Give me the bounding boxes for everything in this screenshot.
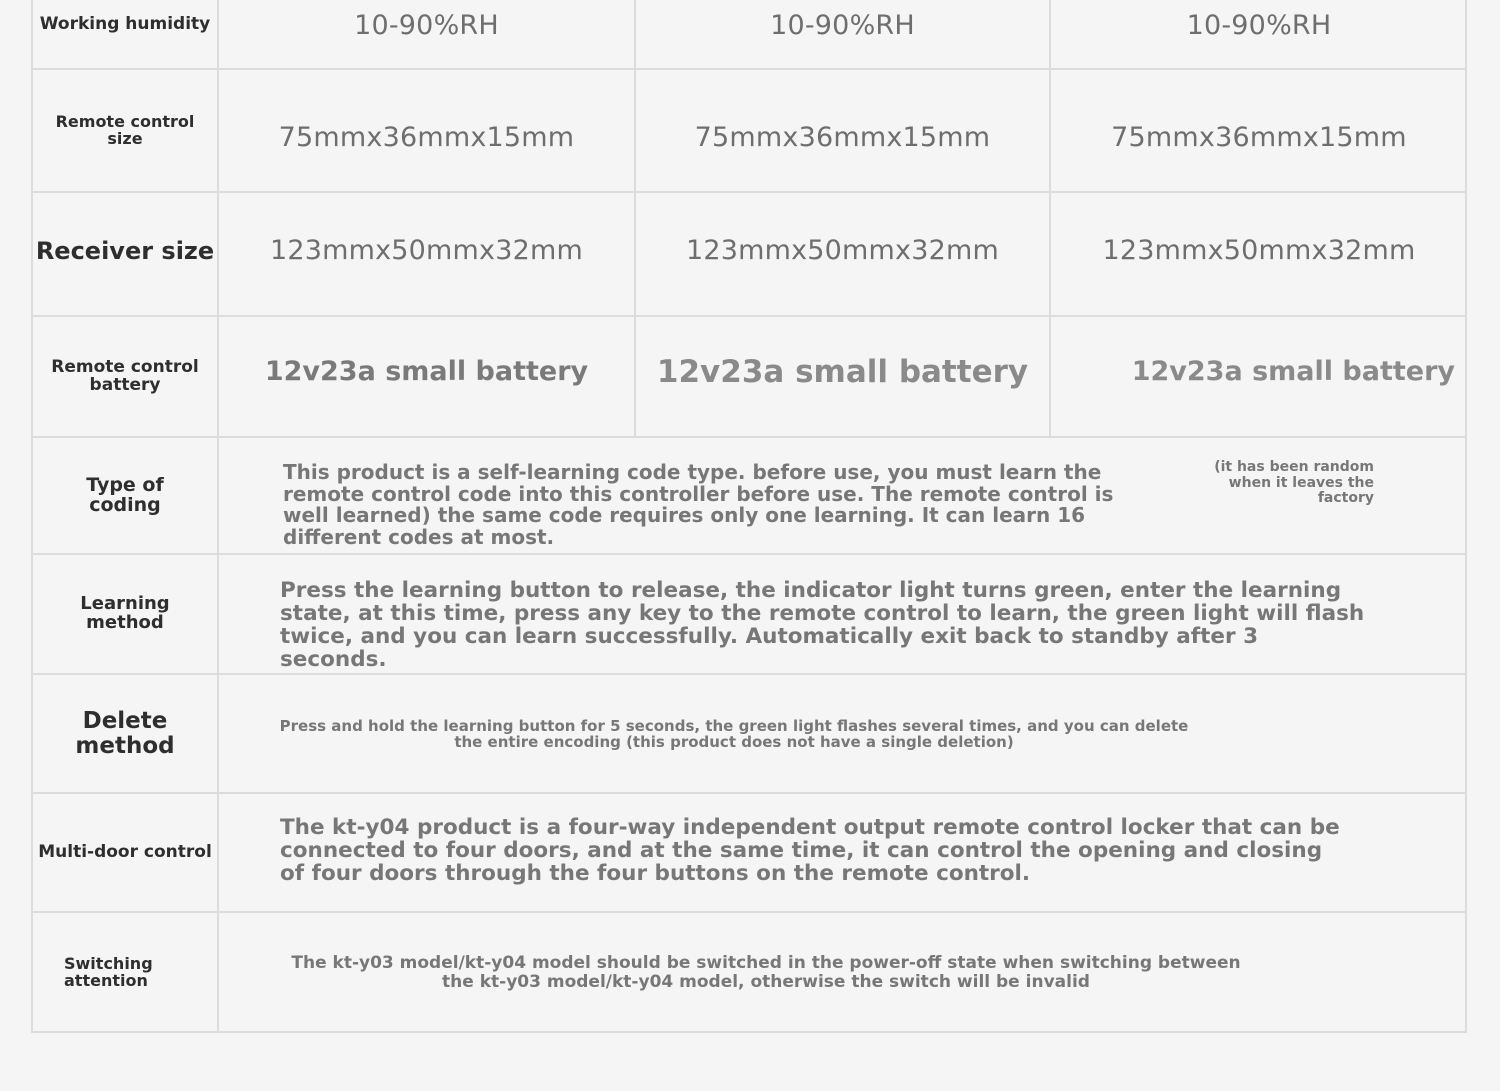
row-label	[33, 675, 219, 792]
row-label	[33, 0, 219, 68]
value-text: 10-90%RH	[770, 9, 915, 41]
value-text: 12v23a small battery	[656, 353, 1029, 390]
label-text: Multi-door control	[38, 841, 212, 862]
delete-description: Press and hold the learning button for 5 seconds, the green light flashes several times, and you can delete the entire encoding (this product does not have a single deletion)	[279, 717, 1189, 751]
value-text: 75mmx36mmx15mm	[1111, 122, 1407, 153]
row-label	[33, 555, 219, 673]
table-row-type-of-coding	[33, 438, 1467, 555]
row-label	[33, 794, 219, 911]
table-row-remote-battery	[33, 317, 1467, 438]
value-cell	[636, 317, 1051, 436]
label-text: Receiver size	[35, 237, 215, 266]
value-text: 75mmx36mmx15mm	[278, 122, 575, 153]
learning-description: Press the learning button to release, the indicator light turns green, enter the learning state, at this time, press any key to the remote control to learn, the green light will flash twice, and you can learn successfully. Automatically exit back to standby after 3 seconds.	[280, 578, 1365, 672]
table-row-receiver-size	[33, 193, 1467, 317]
row-label	[33, 913, 219, 1033]
spec-table	[31, 0, 1467, 1033]
coding-note: (it has been random when it leaves the factory	[1214, 459, 1374, 506]
table-row-learning-method	[33, 555, 1467, 675]
value-text: 12v23a small battery	[1131, 356, 1455, 387]
merged-cell	[219, 913, 1467, 1033]
merged-cell	[219, 675, 1467, 792]
value-text: 123mmx50mmx32mm	[685, 234, 999, 266]
value-cell	[636, 0, 1051, 68]
row-label	[33, 438, 219, 553]
row-label	[33, 70, 219, 191]
value-cell	[219, 317, 636, 436]
table-row-multi-door-control	[33, 794, 1467, 913]
value-cell	[1051, 0, 1467, 68]
value-text: 75mmx36mmx15mm	[694, 122, 991, 153]
table-row-switching-attention	[33, 913, 1467, 1033]
value-cell	[1051, 70, 1467, 191]
table-row-remote-size	[33, 70, 1467, 193]
multi-door-description: The kt-y04 product is a four-way independent output remote control locker that can be connected to four doors, and at the same time, it can control the opening and closing of four doors through the four buttons on the remote control.	[280, 815, 1340, 886]
row-label	[33, 193, 219, 315]
value-text: 10-90%RH	[1186, 9, 1332, 41]
coding-description: This product is a self-learning code type. before use, you must learn the remote control code into this controller before use. The remote control is well learned) the same code requires only one learning. It can learn 16 different codes at most.	[283, 460, 1114, 549]
label-text: Remote control battery	[51, 356, 199, 395]
value-cell	[219, 193, 636, 315]
label-text: Working humidity	[39, 14, 211, 35]
merged-cell	[219, 794, 1467, 911]
switching-description: The kt-y03 model/kt-y04 model should be switched in the power-off state when switching between the kt-y03 model/kt-y04 model, otherwise the switch will be invalid	[291, 953, 1241, 992]
value-text: 10-90%RH	[354, 9, 499, 41]
table-row-working-humidity	[33, 0, 1467, 70]
value-cell	[1051, 193, 1467, 315]
label-text: Remote control size	[55, 111, 195, 148]
label-text: Learning method	[80, 593, 170, 633]
label-text: Delete method	[75, 708, 175, 759]
value-cell	[636, 70, 1051, 191]
value-cell	[1051, 317, 1467, 436]
value-cell	[636, 193, 1051, 315]
value-cell	[219, 70, 636, 191]
value-text: 12v23a small battery	[264, 356, 589, 387]
label-text: Switching attention	[64, 954, 153, 990]
table-row-delete-method	[33, 675, 1467, 794]
value-text: 123mmx50mmx32mm	[269, 234, 583, 266]
row-label	[33, 317, 219, 436]
value-text: 123mmx50mmx32mm	[1102, 234, 1416, 266]
label-text: Type of coding	[86, 473, 164, 516]
merged-cell	[219, 438, 1467, 553]
value-cell	[219, 0, 636, 68]
merged-cell	[219, 555, 1467, 673]
